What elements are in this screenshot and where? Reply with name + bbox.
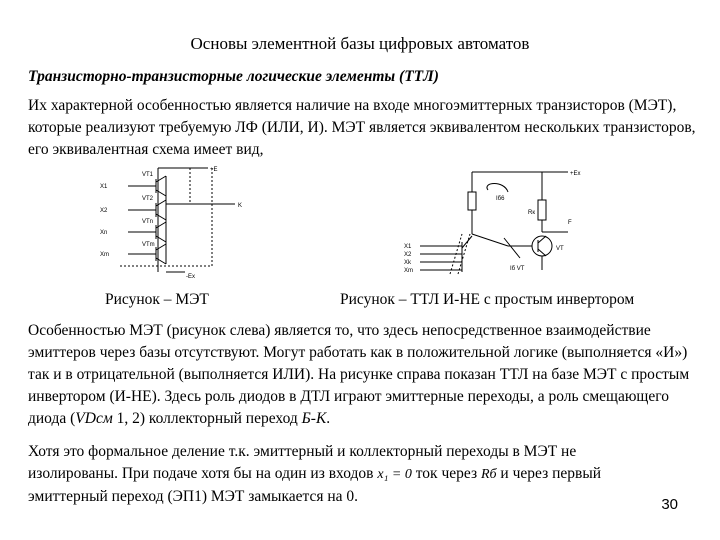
met-input-label: X1 [100, 184, 108, 190]
ttl-input-label: X2 [404, 252, 412, 258]
met-ground-label: -Ex [186, 274, 195, 280]
formula-rb: Rб [480, 467, 497, 482]
ttl-transistor-label: VT [556, 246, 564, 252]
met-transistor-label: VTm [142, 242, 155, 248]
met-transistor-label: VT1 [142, 172, 154, 178]
caption-met: Рисунок – МЭТ [105, 291, 209, 308]
met-transistor-label: VT2 [142, 196, 154, 202]
met-input-label: Xn [100, 230, 108, 236]
ttl-input-label: Xm [404, 268, 413, 274]
p2-text-before: Особенностью МЭТ (рисунок слева) является то, что здесь непосредственное взаимодействие эмиттеров через базы отсутствуют. Могут работать как в положительной логике (выполняется «И») так и в отрицательной (выполняется ИЛИ). На рисунке справа показан ТТЛ на базе МЭТ с простым инвертором (И-НЕ). Здесь роль диодов в ДТЛ играют эмиттерные переходы, а роль смещающего диода ( [28, 322, 690, 427]
p2-italic-bk: Б-К [301, 410, 327, 427]
ttl-rk-label: Rк [528, 210, 535, 216]
ttl-base-current-label: Iб6 [496, 196, 505, 202]
p2-text-middle: 1, 2) коллекторный переход [112, 410, 302, 427]
section-subtitle: Транзисторно-транзисторные логические элементы (ТТЛ) [28, 68, 439, 85]
p2-italic-vdsm: VDсм [75, 410, 113, 427]
ttl-input-label: Xk [404, 260, 412, 266]
met-transistor-label: VTn [142, 219, 154, 225]
caption-ttl: Рисунок – ТТЛ И-НЕ с простым инвертором [340, 291, 635, 308]
met-supply-label: +E [210, 167, 218, 173]
met-equivalent-diagram [100, 162, 250, 280]
ttl-output-label: F [568, 220, 572, 226]
ttl-nand-diagram [400, 162, 610, 280]
met-input-label: Xm [100, 252, 109, 258]
page-title: Основы элементной базы цифровых автоматов [190, 34, 530, 53]
p3-text-1: Хотя это формальное деление т.к. эмиттерный и коллекторный переходы в МЭТ не изолированы. При подаче хотя бы на один из входов [28, 443, 577, 482]
p3-text-3: и через первый эмиттерный переход (ЭП1) МЭТ замыкается на 0. [28, 465, 602, 505]
page-number: 30 [661, 496, 678, 513]
ttl-vt-current-label: Iб VT [510, 266, 525, 272]
p2-text-end: . [326, 410, 331, 427]
paragraph-met-features [28, 320, 698, 430]
met-input-label: X2 [100, 208, 108, 214]
p3-text-2: ток через [411, 465, 481, 482]
paragraph-current-flow [28, 441, 628, 508]
formula-x1-zero: x₁ = 0 [377, 467, 412, 482]
paragraph-intro: Их характерной особенностью является наличие на входе многоэмиттерных транзисторов (МЭТ), которые реализуют требуемую ЛФ (ИЛИ, И). МЭТ является эквивалентом нескольких транзисторов, его эквивалентная схема имеет вид, [28, 97, 696, 158]
ttl-input-label: X1 [404, 244, 412, 250]
ttl-supply-label: +Ex [570, 171, 581, 177]
met-output-label: K [238, 203, 243, 209]
